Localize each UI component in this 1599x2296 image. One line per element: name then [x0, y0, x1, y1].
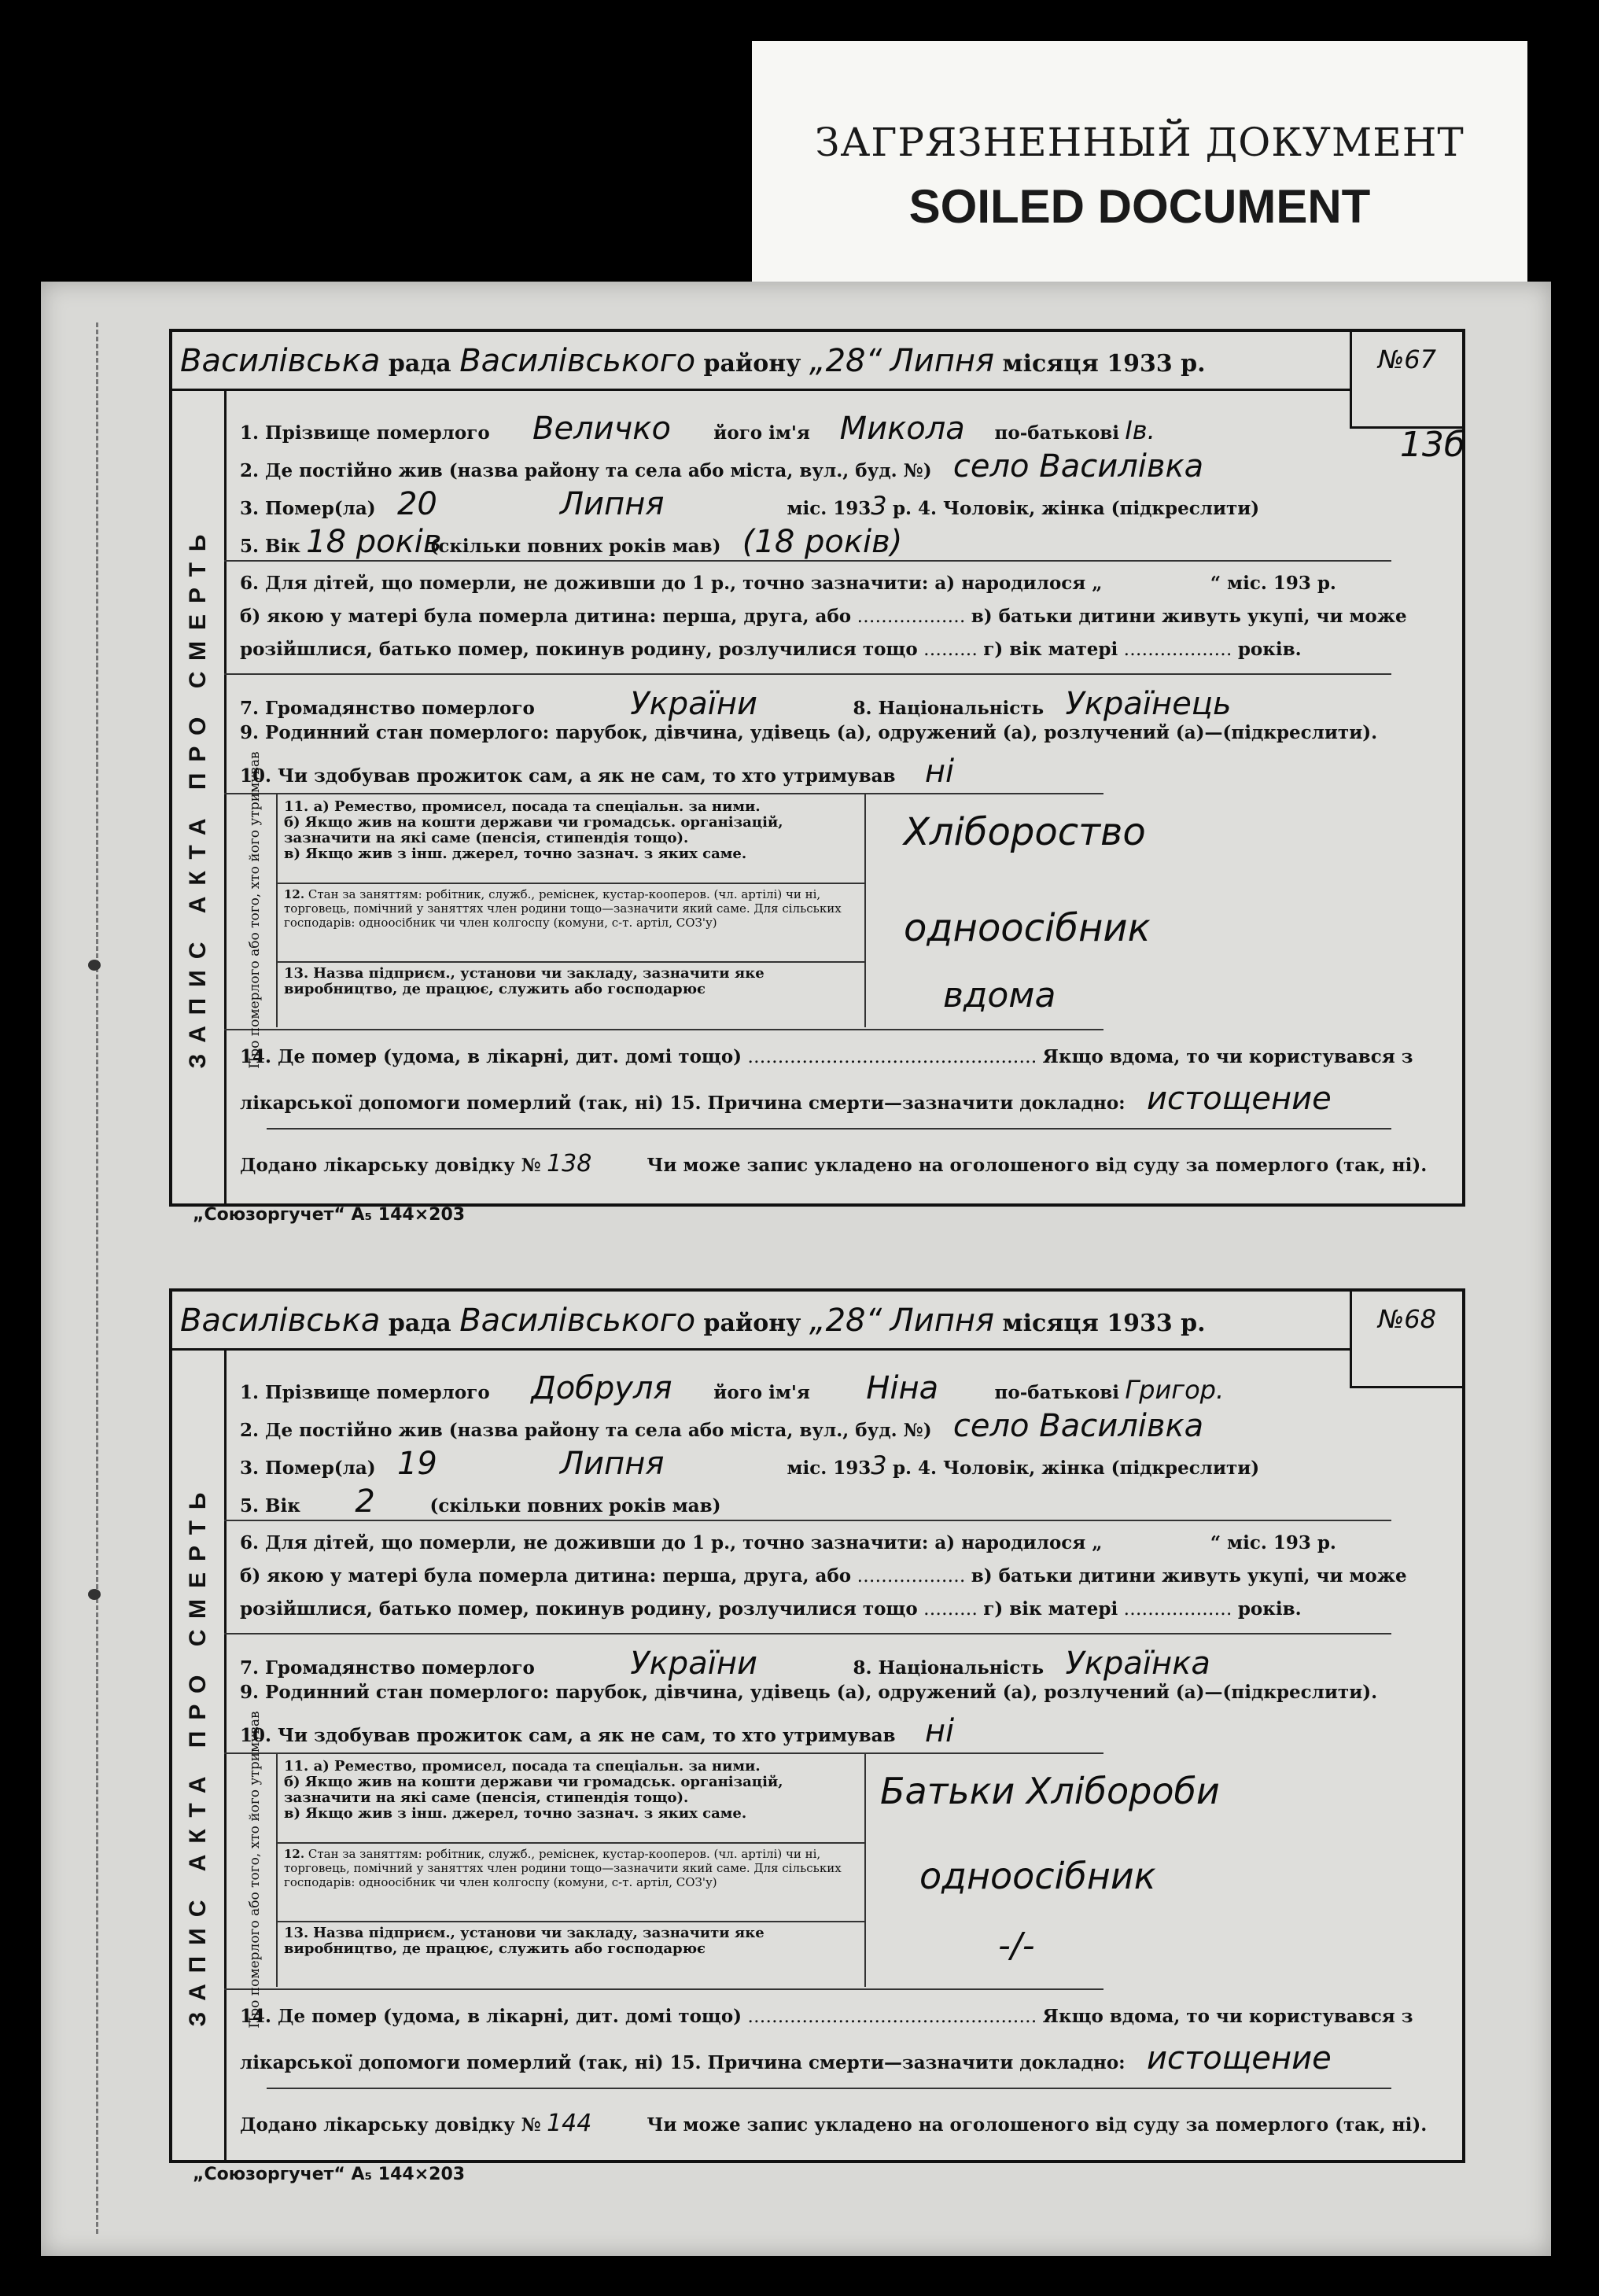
rayon-name: Василівського [459, 343, 696, 379]
age-field: 2 [355, 1483, 375, 1520]
occupation-field: Батьки Хлібороби [880, 1770, 1220, 1812]
patronymic-field: Григор. [1125, 1375, 1225, 1405]
nationality-field: Українець [1065, 686, 1232, 722]
workplace-field: вдома [943, 975, 1056, 1015]
record-year: 1933 [1107, 350, 1173, 378]
record-number: №68 [1350, 1292, 1462, 1388]
status-field: одноосібник [919, 1855, 1156, 1897]
punch-hole [88, 1589, 101, 1600]
death-month-field: Липня [559, 1446, 665, 1482]
death-day-field: 20 [396, 486, 437, 522]
death-month-field: Липня [559, 486, 665, 522]
death-day-field: 19 [396, 1446, 437, 1482]
surname-field: Добруля [531, 1370, 672, 1406]
selrada-name: Василівська [180, 1303, 381, 1339]
death-record-form-2: Василівська рада Василівського району „28“ Липня місяця 1933 р. №68 ЗАПИС АКТА ПРО СМЕРТЬ 1. Прізвище померлого Добруля його ім'я Ніна по-батькові Григор. 2. Де постійно жив (назва району та села або міста, вул., буд. №) село Василівка 3. Помер(ла) 19 Липня міс. 1933 р. 4. Чоловік, жінка (підкреслити) 5. Вік 2 (скільки повних років мав) 6. Для дітей, що померли, не доживши до 1 р., точно зазначити: а) народилося „ “ міс. 193 р. б) якою у матері була померла дитина: перша, друга, або ……………… в) батьки дитини живуть укупі, чи може розійшлися, батько помер, покинув родину, розлучилися тощо ……… г) вік матері ……………… років. 7. Громадянство померлого України 8. Національність Українка 9. Родинний стан померлого: парубок, дівчина, удівець (а), одружений (а), розлучений (а)—(підкреслити). 10. Чи здобував прожиток сам, а як не сам, то хто утримував ні Про померлого або того, хто його утримував 11. а) Ремество, промисел, посада та спеціальн. за ними. б) Якщо жив на кошти держави чи громадськ. організацій, зазначити на які саме (пенсія, стипендія тощо). в) Якщо жив з інш. джерел, точно зазнач. з яких саме. 12. Стан за заняттям: робітник, служб., реміснек, кустар-кооперов. (чл. артілі) чи ні, торговець, помічний у заняттях член родини тощо—зазначити який саме. Для сільських господарів: одноосібник чи член колгоспу (комуни, с-т. артіл, СОЗ'у) 13. Назва підприєм., установи чи закладу, зазначити яке виробництво, де працює, служить або господарює Батьки Хлібороби одноосібник -/- 14. Де помер (удома, в лікарні, дит. домі тощо) ………………………………………… Якщо вдома, то чи користувався з лікарської допомоги померлий (так, ні) 15. Причина смерти—зазначити докладно: истощение Додано лікарську довідку № 144 Чи може запис укладено на оголошеного від суду за померлого (так, ні). [169, 1288, 1465, 2163]
certificate-number: 138 [547, 1150, 592, 1177]
death-record-form-1: Василівська рада Василівського району „28“ Липня місяця 1933 р. №67 ЗАПИС АКТА ПРО СМЕРТЬ 13б 1. Прізвище померлого Величко його ім'я Микола по-батькові Ів. 2. Де постійно жив (назва району та села або міста, вул., буд. №) село Василівка 3. Помер(ла) 20 Липня міс. 1933 р. 4. Чоловік, жінка (підкреслити) 5. Вік 18 років (скільки повних років мав) (18 років) 6. Для дітей, що померли, не доживши до 1 р., точно зазначити: а) народилося „ “ міс. 193 р. б) якою у матері була померла дитина: перша, друга, або ……………… в) батьки дитини живуть укупі, чи може розійшлися, батько помер, покинув родину, розлучилися тощо ……… г) вік матері ……………… років. 7. Громадянство померлого України 8. Національність Українець 9. Родинний стан померлого: парубок, дівчина, удівець (а), одружений (а), розлучений (а)—(підкреслити). 10. Чи здобував прожиток сам, а як не сам, то хто утримував ні Про померлого або того, хто його утримував 11. а) Ремество, промисел, посада та спеціальн. за ними. б) Якщо жив на кошти держави чи громадськ. організацій, зазначити на які саме (пенсія, стипендія тощо). в) Якщо жив з інш. джерел, точно зазнач. з яких саме. 12. Стан за заняттям: робітник, служб., реміснек, кустар-кооперов. (чл. артілі) чи ні, торговець, помічний у заняттях член родини тощо—зазначити який саме. Для сільських господарів: одноосібник чи член колгоспу (комуни, с-т. артіл, СОЗ'у) 13. Назва підприєм., установи чи закладу, зазначити яке виробництво, де працює, служить або господарює Хлібороство одноосібник вдома 14. Де помер (удома, в лікарні, дит. домі тощо) ………………………………………… Якщо вдома, то чи користувався з лікарської допомоги померлий (так, ні) 15. Причина смерти—зазначити докладно: истощение Додано лікарську довідку № 138 Чи може запис укладено на оголошеного від суду за померлого (так, ні). [169, 329, 1465, 1207]
cause-field: истощение [1146, 1081, 1332, 1117]
form-footer: „Союзоргучет“ А₅ 144×203 [193, 1205, 466, 1225]
punch-hole [88, 960, 101, 971]
record-month: Липня [890, 1303, 995, 1339]
supporter-field: ні [924, 1713, 955, 1749]
record-number: №67 [1350, 332, 1462, 429]
record-day: „28“ [809, 343, 882, 379]
soiled-document-stamp [752, 41, 1527, 286]
marital-status-line: 9. Родинний стан померлого: парубок, дівчина, удівець (а), одружений (а), розлучений (а)—(підкреслити). [240, 722, 1378, 743]
record-year: 1933 [1107, 1310, 1173, 1337]
form-header: Василівська рада Василівського району „28“ Липня місяця 1933 р. [172, 332, 1462, 391]
selrada-name: Василівська [180, 343, 381, 379]
nationality-field: Українка [1065, 1646, 1210, 1682]
citizenship-field: України [630, 1646, 757, 1682]
marital-status-line: 9. Родинний стан померлого: парубок, дівчина, удівець (а), одружений (а), розлучений (а)—(підкреслити). [240, 1682, 1378, 1703]
residence-field: село Василівка [952, 448, 1204, 485]
occupation-field: Хлібороство [904, 810, 1146, 854]
supporter-field: ні [924, 754, 955, 790]
perforation-line [96, 322, 100, 2234]
side-title: ЗАПИС АКТА ПРО СМЕРТЬ [172, 1348, 227, 2160]
workplace-field: -/- [998, 1926, 1035, 1966]
patronymic-field: Ів. [1125, 415, 1155, 445]
status-field: одноосібник [904, 906, 1151, 950]
age-note: (18 років) [742, 524, 903, 560]
citizenship-field: України [630, 686, 757, 722]
name-field: Ніна [866, 1370, 939, 1406]
stamp-russian-text: ЗАГРЯЗНЕННЫЙ ДОКУМЕНТ [815, 120, 1465, 165]
certificate-number: 144 [547, 2110, 592, 2137]
side-title: ЗАПИС АКТА ПРО СМЕРТЬ [172, 389, 227, 1203]
surname-field: Величко [532, 411, 671, 447]
form-footer: „Союзоргучет“ А₅ 144×203 [193, 2165, 466, 2184]
stamp-english-text: SOILED DOCUMENT [908, 180, 1371, 233]
rayon-name: Василівського [459, 1303, 696, 1339]
form-header: Василівська рада Василівського району „28“ Липня місяця 1933 р. [172, 1292, 1462, 1351]
cause-field: истощение [1146, 2040, 1332, 2077]
age-field: 18 років [306, 524, 442, 560]
record-day: „28“ [809, 1303, 882, 1339]
margin-note: 13б [1399, 425, 1465, 465]
name-field: Микола [839, 411, 965, 447]
residence-field: село Василівка [952, 1408, 1204, 1444]
record-month: Липня [890, 343, 995, 379]
